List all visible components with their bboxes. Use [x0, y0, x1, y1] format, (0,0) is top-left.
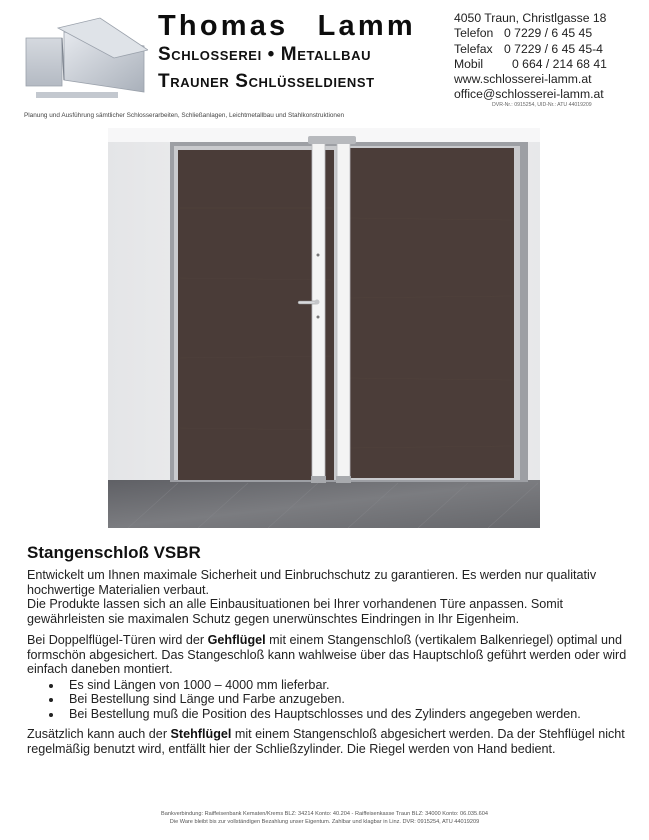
list-item: • Es sind Längen von 1000 – 4000 mm lieferbar.: [63, 678, 627, 693]
double-door-with-rod-lock-photo: [108, 128, 540, 528]
cylinder-dot: [317, 316, 320, 319]
contact-fax-row: [454, 42, 607, 57]
footer-legal-note: Die Ware bleibt bis zur vollständigen Bezahlung unser Eigentum. Zahlbar und klagbar in Linz. DVR: 0915254, ATU 44019209: [169, 818, 480, 825]
lock-rod-right: [337, 140, 350, 482]
company-tagline: Planung und Ausführung sämtlicher Schlosserarbeiten, Schließanlagen, Leichtmetallbau und Stahlkonstruktionen: [24, 112, 345, 119]
paragraph-stehfluegel: [27, 727, 627, 756]
company-subtitle-trades: Schlosserei • Metallbau: [158, 44, 372, 65]
footer: [0, 811, 649, 826]
article-heading: Stangenschloß VSBR: [27, 543, 201, 562]
p3-text-after: mit einem Stangenschloß (vertikalem Balkenriegel) optimal und formschön abgesichert. Das Stangeschloß kann wahlweise über das Hauptschloß geführt werden oder wird einfach daneben montiert.: [27, 633, 627, 676]
article: [27, 543, 627, 756]
paragraph-double-door: [27, 633, 627, 677]
metal-profile-logo-icon: [18, 14, 148, 98]
stehfluegel-term: Stehflügel: [170, 727, 232, 741]
company-name: Thomas Lamm: [158, 10, 416, 42]
floor: [108, 480, 540, 528]
phone-number[interactable]: 0 7229 / 6 45 45: [504, 26, 593, 41]
fax-label: Telefax: [454, 41, 493, 56]
mobile-number[interactable]: 0 664 / 214 68 41: [512, 56, 607, 71]
paragraph-intro: Entwickelt um Ihnen maximale Sicherheit und Einbruchschutz zu garantieren. Es werden nur qualitativ hochwertige Materialien verbaut.: [27, 568, 597, 597]
rod-top-bracket: [308, 136, 356, 144]
gehfluegel-term: Gehflügel: [207, 633, 266, 647]
fax-number: 0 7229 / 6 45 45-4: [504, 41, 603, 56]
list-item: • Bei Bestellung muß die Position des Hauptschlosses und des Zylinders angegeben werden.: [63, 707, 627, 722]
contact-phone-row: [454, 26, 607, 41]
contact-address: 4050 Traun, Christlgasse 18: [454, 11, 607, 25]
order-info-list: [27, 678, 627, 722]
email-link[interactable]: office@schlosserei-lamm.at: [454, 87, 604, 102]
door-leaf-left: [178, 150, 334, 480]
phone-label: Telefon: [454, 26, 494, 41]
door-leaf-right: [344, 148, 514, 478]
footer-bank-details: Bankverbindung: Raiffeisenbank Kematen/Krems BLZ: 34214 Konto: 40.204 - Raiffeisenkasse Traun BLZ: 34000 Konto: 06.035.604: [161, 811, 488, 817]
contact-block: [454, 11, 607, 103]
paragraph-fitting: Die Produkte lassen sich an alle Einbausituationen bei Ihrer vorhandenen Türe anpassen. Somit gewährleisten sie maximalen Schutz gegen unerwünschtes Eindringen in Ihr Eigenheim.: [27, 597, 564, 626]
p4-text-before: Zusätzlich kann auch der: [27, 727, 171, 741]
contact-mobile-row: [454, 57, 607, 72]
rod-bottom-bracket-right: [336, 476, 351, 483]
registration-numbers: DVR-Nr.: 0915254, UID-Nr.: ATU 44019209: [492, 102, 592, 108]
handle-rosette: [315, 300, 320, 305]
mobile-label: Mobil: [454, 56, 484, 71]
p4-text-after: mit einem Stangenschloß abgesichert werden. Da der Stehflügel nicht regelmäßig benutzt wird, entfällt hier der Schließzylinder. Die Riegel werden von Hand bedient.: [27, 727, 625, 756]
screw-dot: [317, 254, 320, 257]
website-link[interactable]: www.schlosserei-lamm.at: [454, 72, 592, 87]
company-subtitle-locksmith: Trauner Schlüsseldienst: [158, 71, 375, 92]
list-item: • Bei Bestellung sind Länge und Farbe anzugeben.: [63, 692, 627, 707]
p3-text-before: Bei Doppelflügel-Türen wird der: [27, 633, 208, 647]
rod-bottom-bracket-left: [311, 476, 326, 483]
lock-rod-left: [312, 140, 325, 482]
